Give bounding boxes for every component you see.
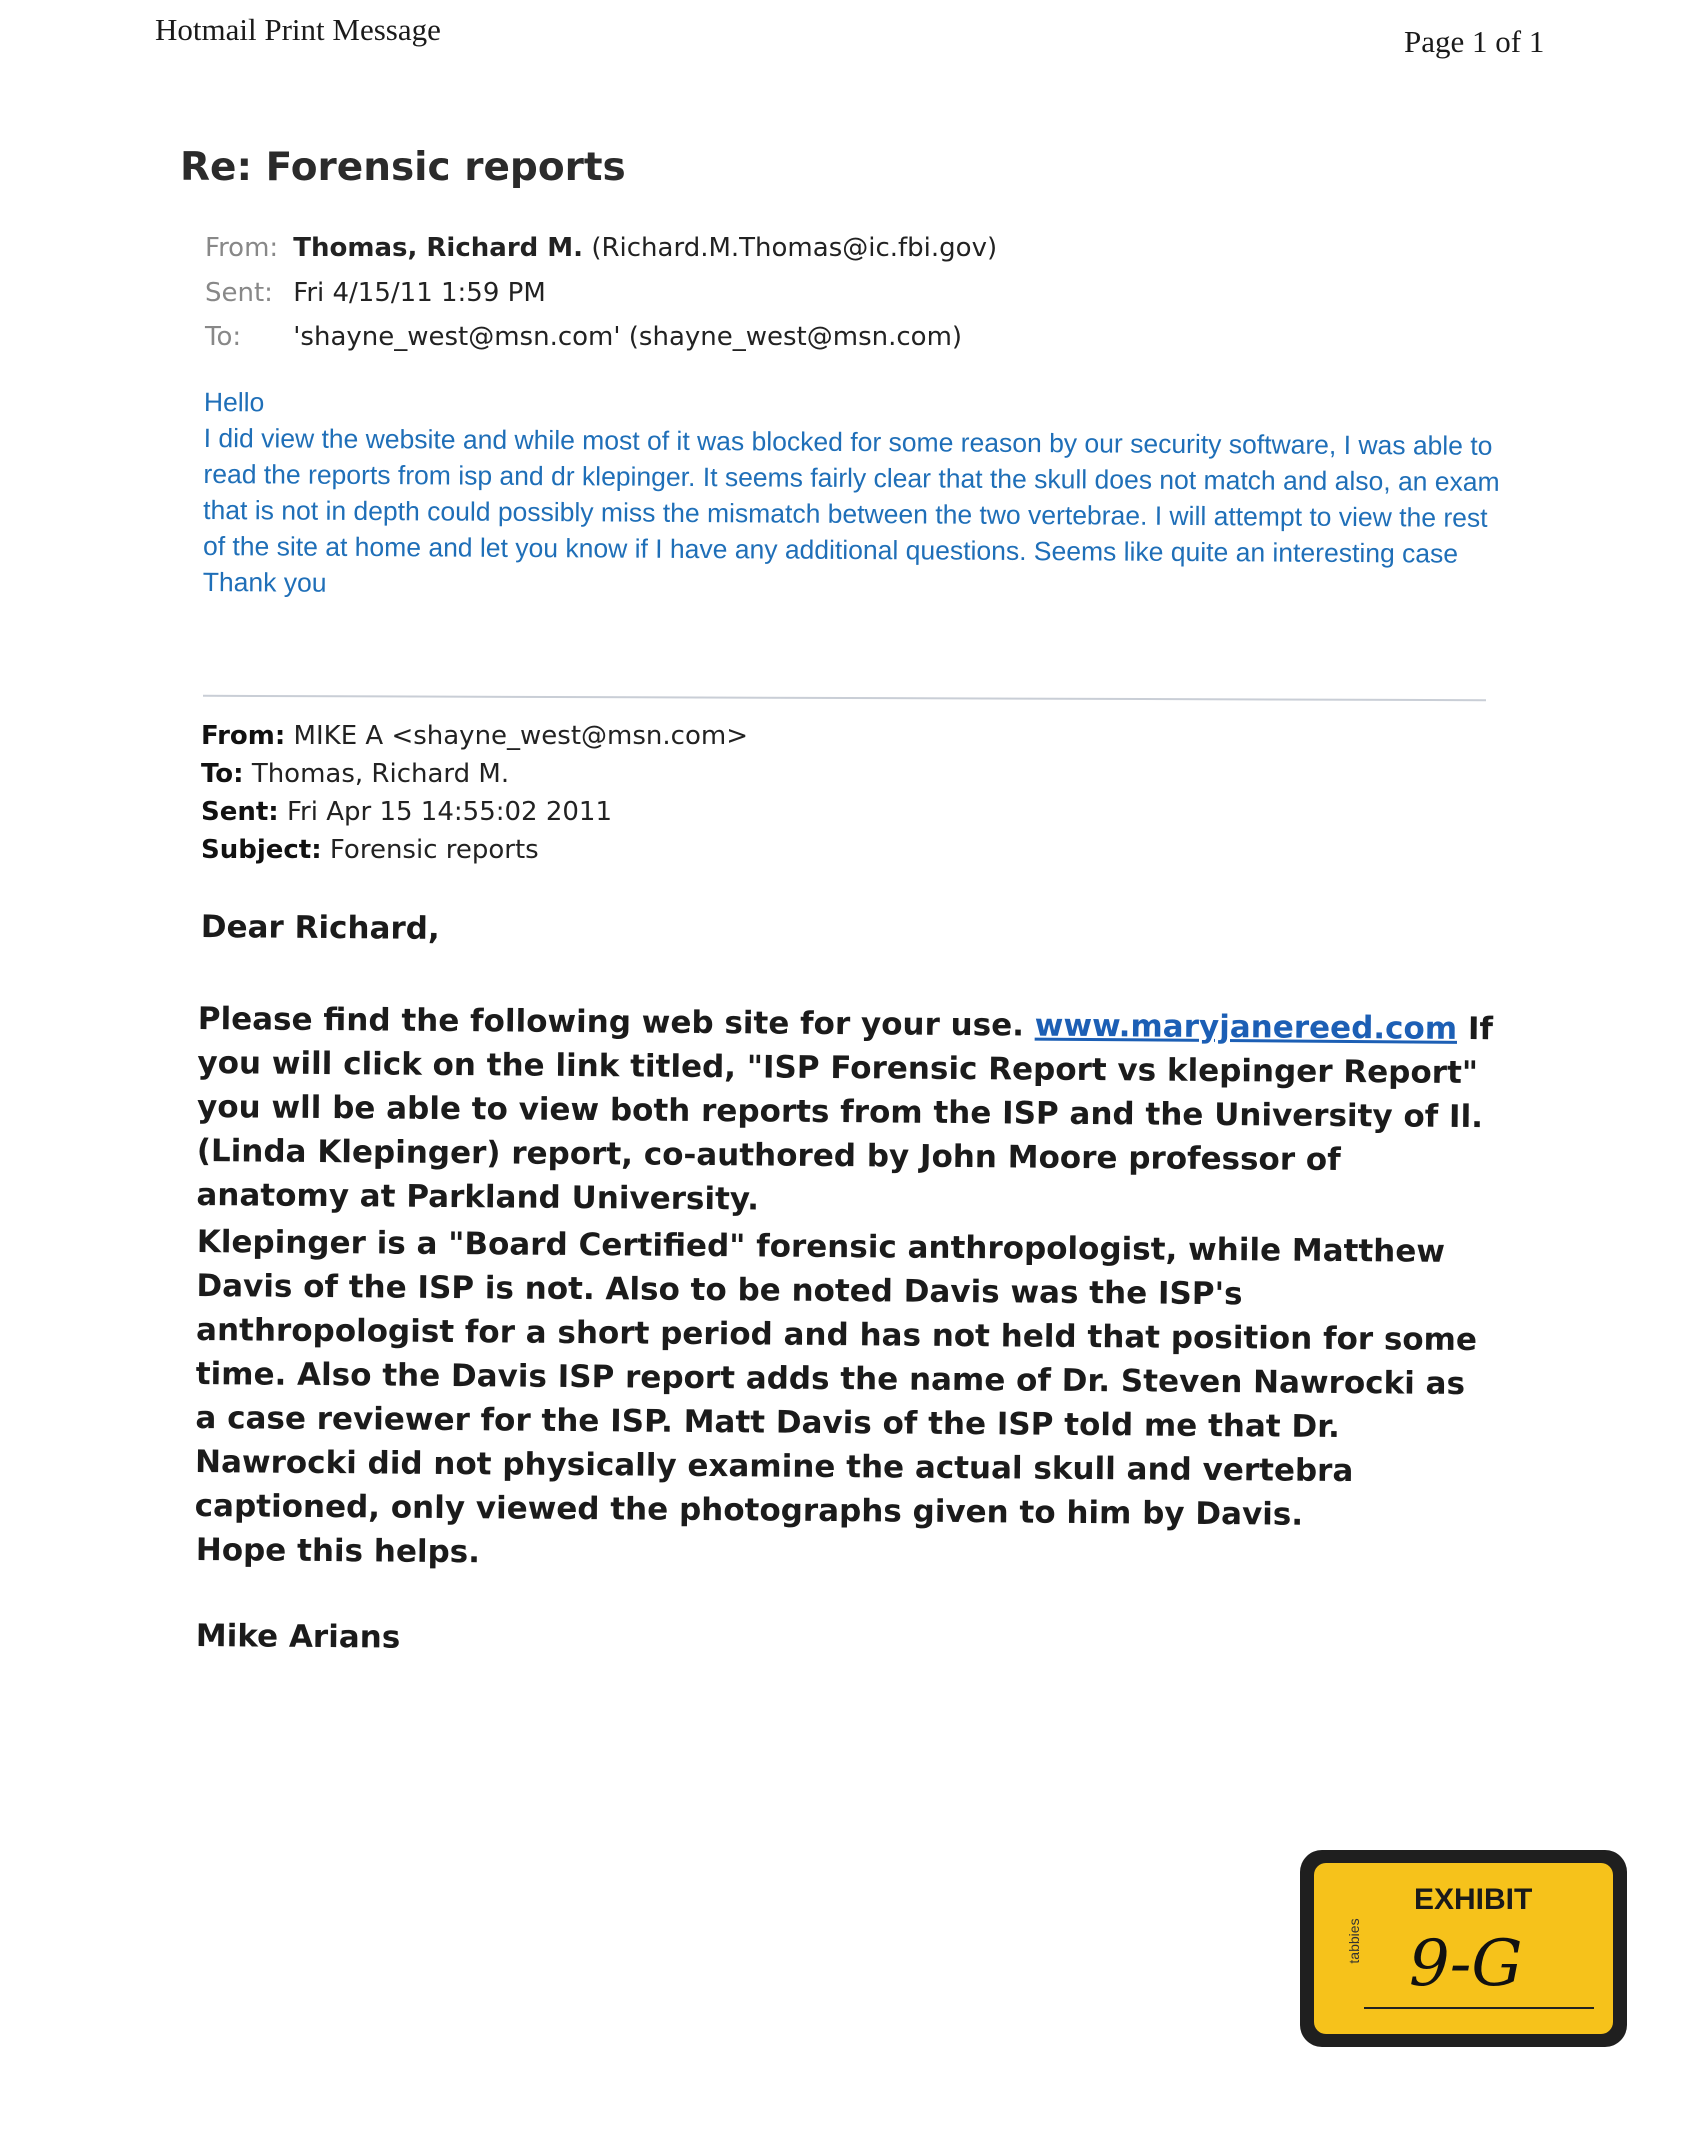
para1-before-text: Please find the following web site for your use.	[197, 1000, 1035, 1044]
letter-salutation: Dear Richard,	[200, 908, 440, 947]
quoted-sent-row	[201, 797, 612, 827]
exhibit-sticker	[1300, 1850, 1627, 2047]
quoted-subject-value: Forensic reports	[329, 835, 539, 865]
message-subject: Re: Forensic reports	[180, 145, 626, 190]
quoted-sent-label: Sent:	[201, 797, 279, 827]
quoted-from-value: MIKE A <shayne_west@msn.com>	[293, 721, 748, 751]
sent-label: Sent:	[205, 278, 273, 308]
quoted-from-row	[201, 721, 748, 751]
quoted-to-row	[201, 759, 509, 789]
to-label: To:	[205, 322, 242, 352]
quoted-sent-value: Fri Apr 15 14:55:02 2011	[286, 797, 613, 827]
exhibit-number: 9-G	[1409, 1927, 1523, 2001]
reply-to-row	[205, 322, 962, 352]
exhibit-sticker-face	[1314, 1863, 1613, 2034]
reply-from-row	[205, 233, 997, 263]
exhibit-underline	[1364, 2007, 1594, 2009]
quoted-to-label: To:	[201, 759, 244, 789]
reply-body	[203, 384, 1504, 608]
quoted-from-label: From:	[201, 721, 286, 751]
sender-email: (Richard.M.Thomas@ic.fbi.gov)	[591, 233, 998, 263]
message-divider	[203, 695, 1486, 701]
sent-value: Fri 4/15/11 1:59 PM	[293, 278, 546, 308]
para1-after-text: If you will click on the link titled, "ISP Forensic Report vs klepinger Report" you wll be able to view both reports from the ISP and the University of Il. (Linda Klepinger) report, co-authored by John Moore professor of anatomy at Parkland University.	[196, 1010, 1494, 1218]
reply-text: I did view the website and while most of it was blocked for some reason by our security software, I was able to read the reports from isp and dr klepinger. It seems fairly clear that the skull does not match and also, an exam that is not in depth could possibly miss the mismatch between the two vertebrae. I will attempt to view the rest of the site at home and let you know if I have any additional questions. Seems like quite an interesting case	[202, 422, 1500, 569]
print-title: Hotmail Print Message	[155, 12, 441, 47]
quoted-to-value: Thomas, Richard M.	[251, 759, 510, 789]
from-label: From:	[205, 233, 279, 263]
letter-signature: Mike Arians	[195, 1617, 401, 1656]
website-link[interactable]: www.maryjanereed.com	[1034, 1007, 1458, 1047]
exhibit-brand: tabbies	[1346, 1918, 1362, 1964]
reply-closing: Thank you	[202, 566, 327, 598]
quoted-subject-row	[201, 835, 539, 865]
sender-name: Thomas, Richard M.	[293, 233, 584, 263]
para2-text: Klepinger is a "Board Certified" forensic anthropologist, while Matthew Davis of the ISP is not. Also to be noted Davis was the ISP's anthropologist for a short period and has not held that position for some time. Also the Davis ISP report adds the name of Dr. Steven Nawrocki as a case reviewer for the ISP. Matt Davis of the ISP told me that Dr. Nawrocki did not physically examine the actual skull and vertebra captioned, only viewed the photographs given to him by Davis.	[194, 1223, 1478, 1533]
reply-sent-row	[205, 278, 546, 308]
exhibit-label: EXHIBIT	[1414, 1883, 1533, 1916]
page-number: Page 1 of 1	[1404, 24, 1545, 59]
letter-closing: Hope this helps.	[195, 1531, 481, 1571]
letter-paragraph-1	[196, 997, 1498, 1227]
to-value: 'shayne_west@msn.com' (shayne_west@msn.com)	[293, 322, 963, 352]
letter-paragraph-2	[195, 1220, 1497, 1538]
quoted-subject-label: Subject:	[201, 835, 322, 865]
reply-greeting: Hello	[203, 386, 265, 418]
